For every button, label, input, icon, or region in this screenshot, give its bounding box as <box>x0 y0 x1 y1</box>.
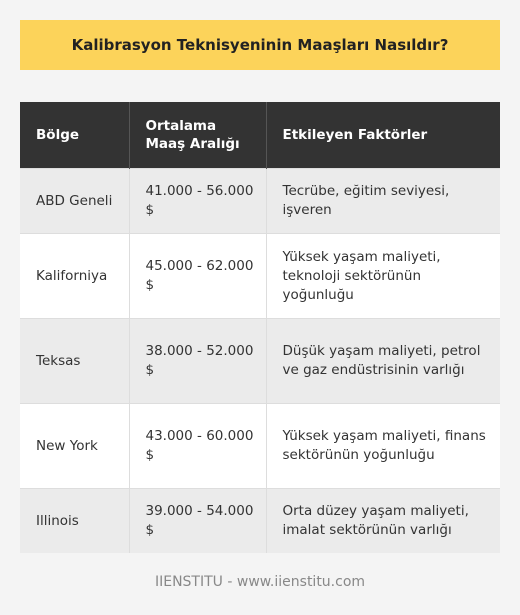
table-row <box>20 319 500 404</box>
column-header-salary-range: Ortalama Maaş Aralığı <box>129 102 266 169</box>
cell-salary-range: 38.000 - 52.000 $ <box>129 319 266 404</box>
cell-region: Kaliforniya <box>20 234 129 319</box>
table-row <box>20 169 500 234</box>
cell-factors: Yüksek yaşam maliyeti, finans sektörünün yoğunluğu <box>266 404 500 489</box>
cell-factors: Düşük yaşam maliyeti, petrol ve gaz endüstrisinin varlığı <box>266 319 500 404</box>
title-banner <box>20 20 500 70</box>
footer-credit: IIENSTITU - www.iienstitu.com <box>154 574 366 590</box>
cell-factors: Tecrübe, eğitim seviyesi, işveren <box>266 169 500 234</box>
cell-salary-range: 39.000 - 54.000 $ <box>129 489 266 554</box>
page-title: Kalibrasyon Teknisyeninin Maaşları Nasıldır? <box>71 36 449 54</box>
cell-region: New York <box>20 404 129 489</box>
table-row <box>20 234 500 319</box>
cell-region: ABD Geneli <box>20 169 129 234</box>
cell-region: Teksas <box>20 319 129 404</box>
table-row <box>20 489 500 554</box>
column-header-region: Bölge <box>20 102 129 169</box>
cell-salary-range: 45.000 - 62.000 $ <box>129 234 266 319</box>
cell-salary-range: 43.000 - 60.000 $ <box>129 404 266 489</box>
cell-factors: Orta düzey yaşam maliyeti, imalat sektörünün varlığı <box>266 489 500 554</box>
cell-salary-range: 41.000 - 56.000 $ <box>129 169 266 234</box>
cell-region: Illinois <box>20 489 129 554</box>
salary-table <box>20 102 500 553</box>
table-header-row <box>20 102 500 169</box>
column-header-factors: Etkileyen Faktörler <box>266 102 500 169</box>
cell-factors: Yüksek yaşam maliyeti, teknoloji sektörünün yoğunluğu <box>266 234 500 319</box>
table-row <box>20 404 500 489</box>
